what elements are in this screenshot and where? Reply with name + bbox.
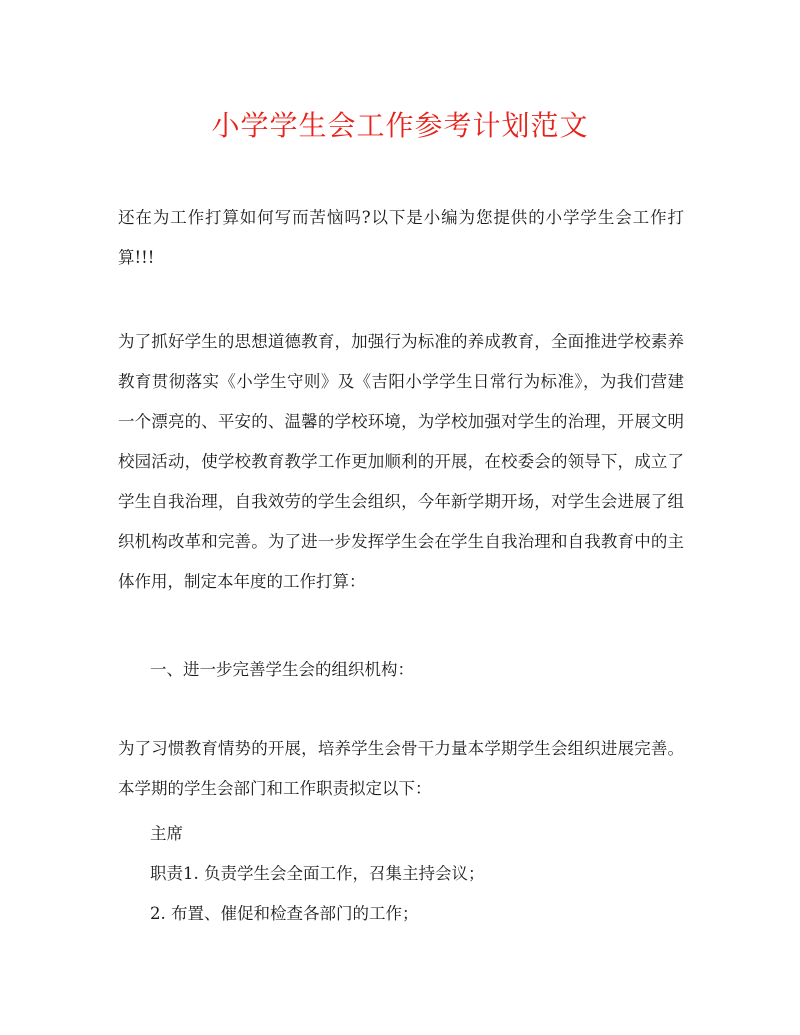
body-paragraph-2: 为了习惯教育情势的开展，培养学生会骨干力量本学期学生会组织进展完善。本学期的学生会部门和工作职责拟定以下：	[118, 739, 684, 798]
document-title: 小学学生会工作参考计划范文	[211, 109, 589, 142]
body-paragraph-1: 为了抓好学生的思想道德教育，加强行为标准的养成教育，全面推进学校素养教育贯彻落实《小学生守则》及《吉阳小学学生日常行为标准》，为我们营建一个漂亮的、平安的、温馨的学校环境，为学校加强对学生的治理，开展文明校园活动，使学校教育教学工作更加顺利的开展，在校委会的领导下，成立了学生自我治理，自我效劳的学生会组织，今年新学期开场，对学生会进展了组织机构改革和完善。为了进一步发挥学生会在学生自我治理和自我教育中的主体作用，制定本年度的工作打算：	[118, 332, 684, 591]
duty-item-1: 职责1. 负责学生会全面工作，召集主持会议；	[150, 864, 485, 883]
section-heading-1: 一、进一步完善学生会的组织机构：	[150, 660, 414, 679]
intro-paragraph: 还在为工作打算如何写而苦恼吗?以下是小编为您提供的小学学生会工作打算!!!	[118, 208, 684, 267]
role-label: 主席	[150, 824, 183, 843]
duty-item-2: 2. 布置、催促和检查各部门的工作；	[150, 904, 419, 923]
